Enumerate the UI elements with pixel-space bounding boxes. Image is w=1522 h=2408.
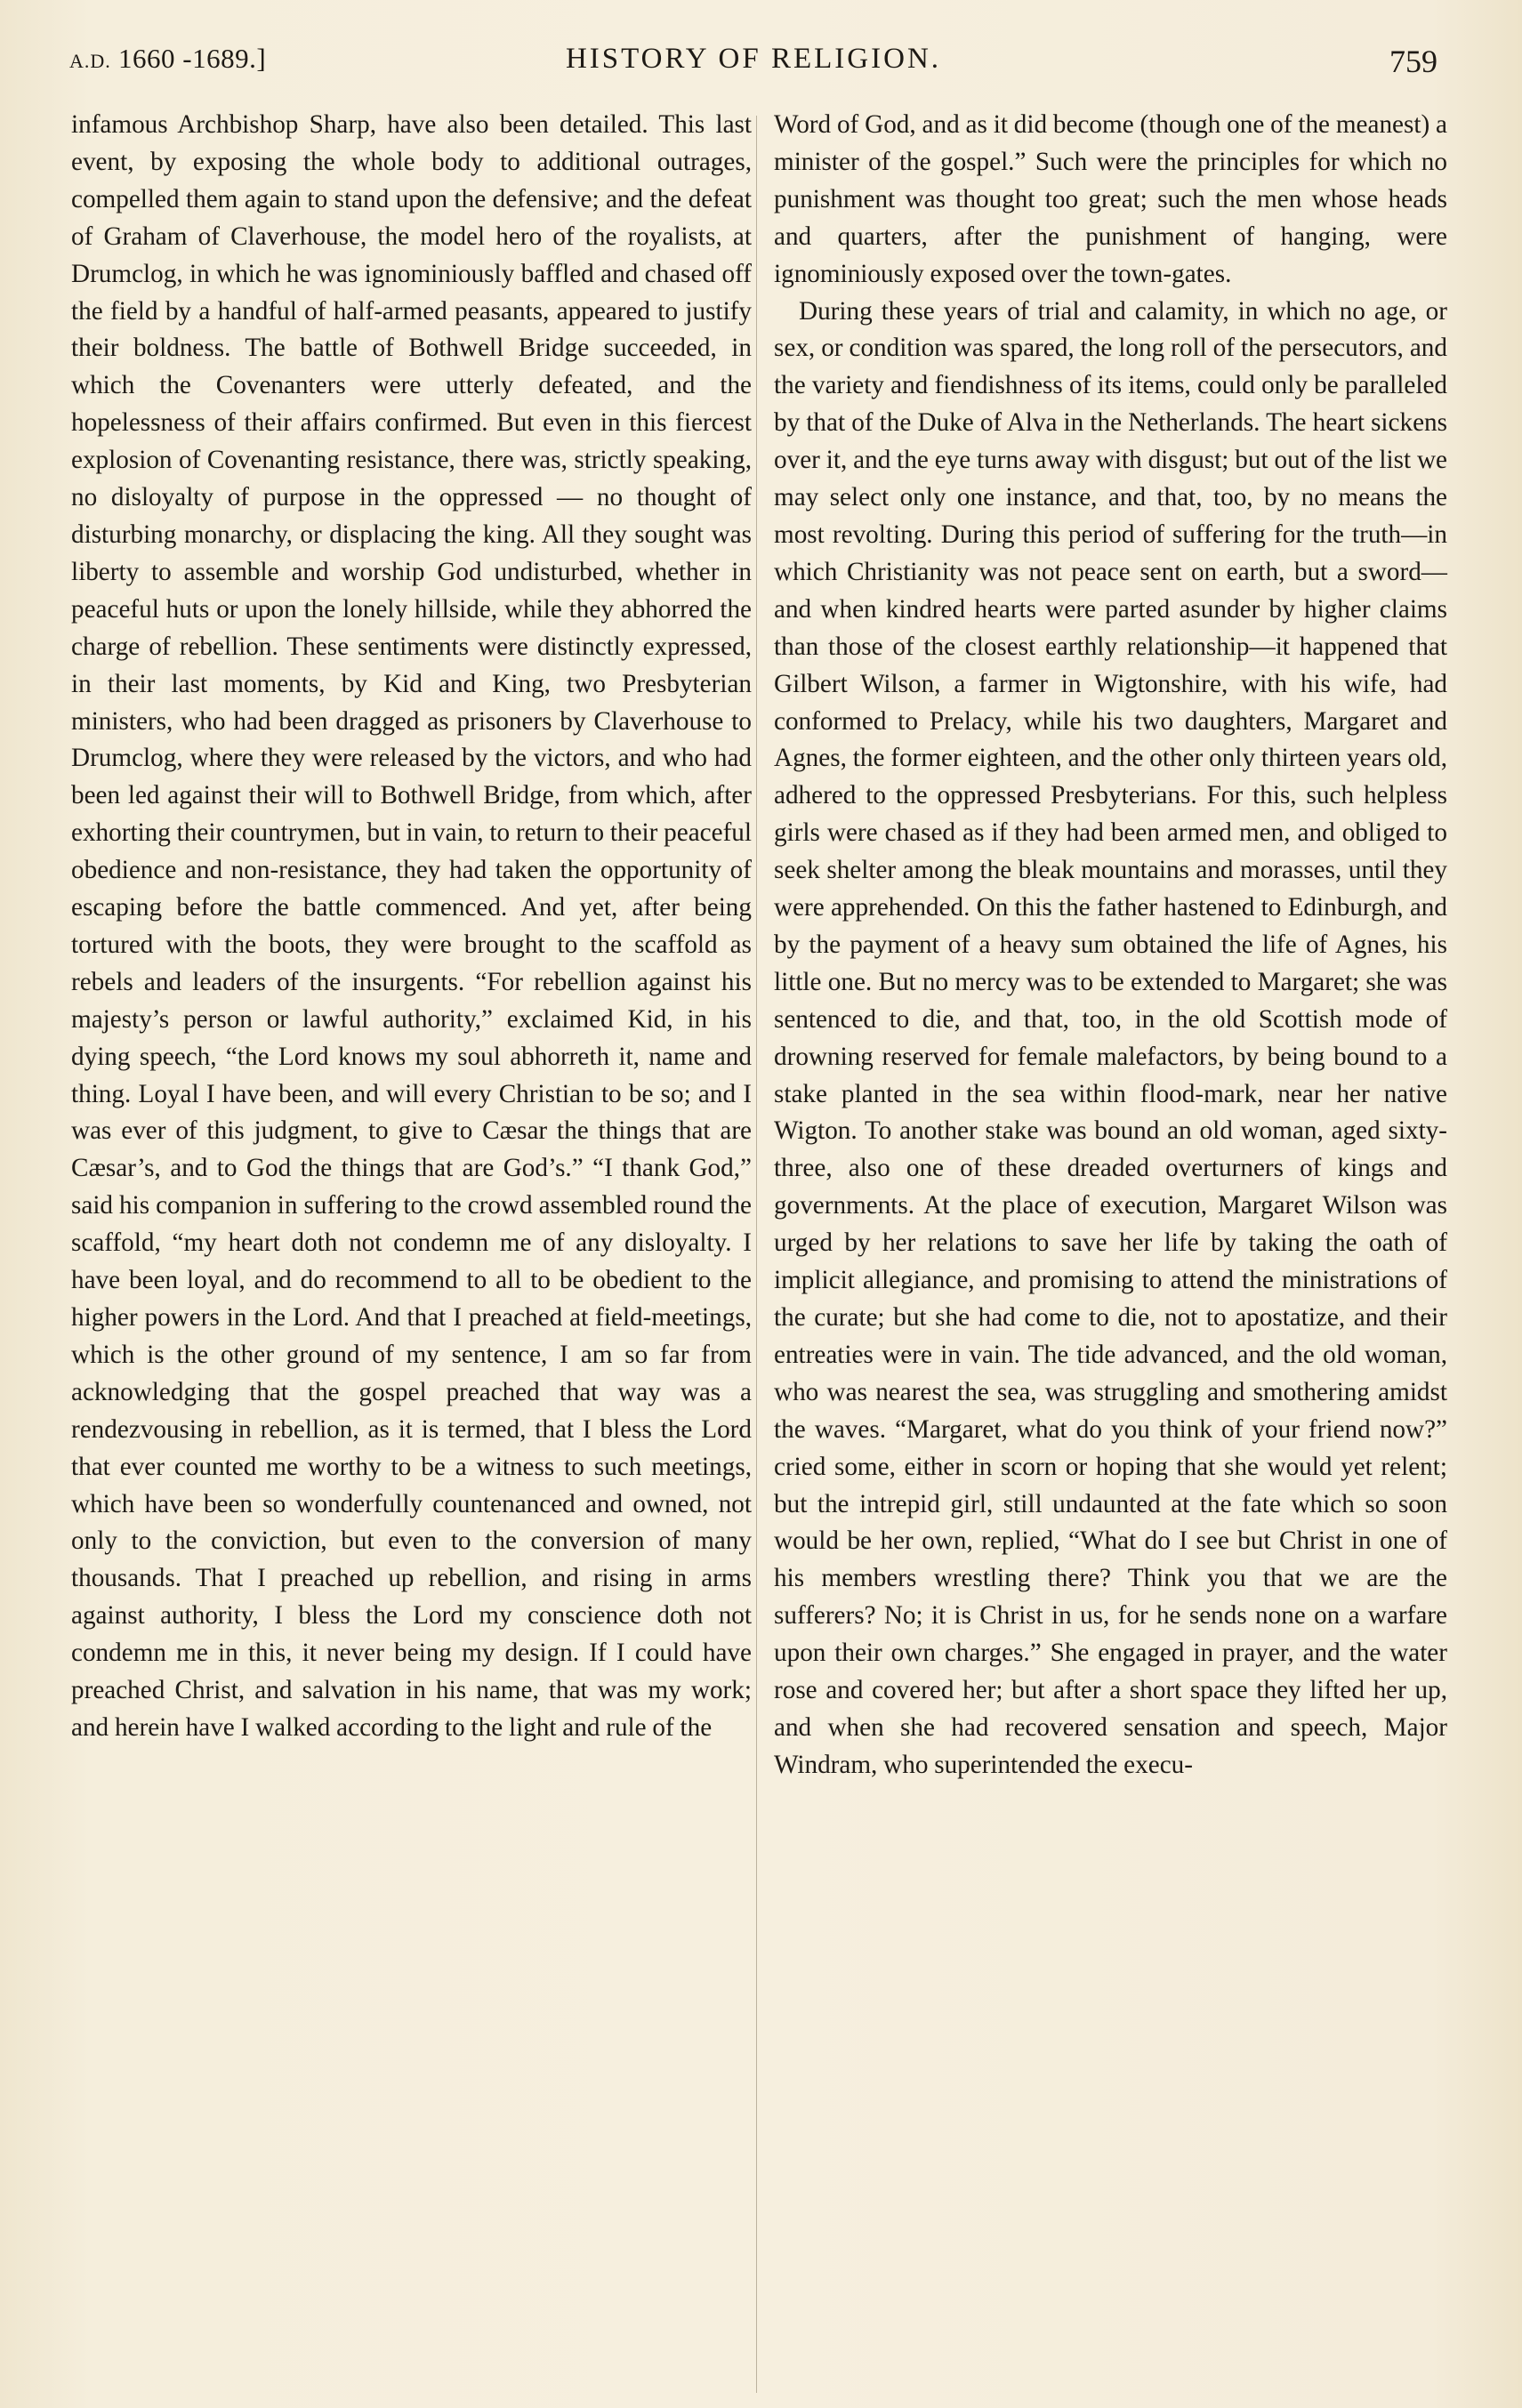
right-column xyxy=(774,107,1447,1784)
right-paragraph-1: Word of God, and as it did become (though one of the meanest) a minister of the gospel.” Such were the principles for which no punishment was thought too great; such the men whose heads and quarters, after the punishment of hanging, were ignominiously exposed over the town-gates. xyxy=(774,110,1447,288)
left-column xyxy=(71,107,752,1747)
page-number: 759 xyxy=(1389,44,1437,79)
header-years: 1660 -1689.] xyxy=(118,43,267,74)
left-paragraph-1: infamous Archbishop Sharp, have also been detailed. This last event, by exposing the whole body to additional outrages, compelled them again to stand upon the defensive; and the defeat of Graham of Claverhouse, the model hero of the royalists, at Drumclog, in which he was ignominiously baffled and chased off the field by a handful of half-armed peasants, appeared to justify their boldness. The battle of Bothwell Bridge succeeded, in which the Covenanters were utterly defeated, and the hopelessness of their affairs confirmed. But even in this fiercest explosion of Covenanting resistance, there was, strictly speaking, no disloyalty of purpose in the oppressed — no thought of disturbing monarchy, or displacing the king. All they sought was liberty to assemble and worship God undisturbed, whether in peaceful huts or upon the lonely hillside, while they abhorred the charge of rebellion. These sentiments were distinctly expressed, in their last moments, by Kid and King, two Presbyterian ministers, who had been dragged as prisoners by Claverhouse to Drumclog, where they were released by the victors, and who had been led against their will to Bothwell Bridge, from which, after exhorting their countrymen, but in vain, to return to their peaceful obedience and non-resistance, they had taken the opportunity of escaping before the battle commenced. And yet, after being tortured with the boots, they were brought to the scaffold as rebels and leaders of the insurgents. “For rebellion against his majesty’s person or lawful authority,” exclaimed Kid, in his dying speech, “the Lord knows my soul abhorreth it, name and thing. Loyal I have been, and will every Christian to be so; and I was ever of this judgment, to give to Cæsar the things that are Cæsar’s, and to God the things that are God’s.” “I thank God,” said his companion in suffering to the crowd assembled round the scaffold, “my heart doth not condemn me of any disloyalty. I have been loyal, and do recommend to all to be obedient to the higher powers in the Lord. And that I preached at field-meetings, which is the other ground of my sentence, I am so far from acknowledging that the gospel preached that way was a rendezvousing in rebellion, as it is termed, that I bless the Lord that ever counted me worthy to be a witness to such meetings, which have been so wonderfully countenanced and owned, not only to the conviction, but even to the conversion of many thousands. That I preached up rebellion, and rising in arms against authority, I bless the Lord my conscience doth not condemn me in this, it never being my design. If I could have preached Christ, and salvation in his name, that was my work; and herein have I walked according to the light and rule of the xyxy=(71,110,752,1742)
right-paragraph-2: During these years of trial and calamity, in which no age, or sex, or condition was spared, the long roll of the persecutors, and the variety and fiendishness of its items, could only be paralleled by that of the Duke of Alva in the Netherlands. The heart sickens over it, and the eye turns away with disgust; but out of the list we may select only one instance, and that, too, by no means the most revolting. During this period of suffering for the truth—in which Christianity was not peace sent on earth, but a sword—and when kindred hearts were parted asunder by higher claims than those of the closest earthly relationship—it happened that Gilbert Wilson, a farmer in Wigtonshire, with his wife, had conformed to Prelacy, while his two daughters, Margaret and Agnes, the former eighteen, and the other only thirteen years old, adhered to the oppressed Presbyterians. For this, such helpless girls were chased as if they had been armed men, and obliged to seek shelter among the bleak mountains and morasses, until they were apprehended. On this the father hastened to Edinburgh, and by the payment of a heavy sum obtained the life of Agnes, his little one. But no mercy was to be extended to Margaret; she was sentenced to die, and that, too, in the old Scottish mode of drowning reserved for female malefactors, by being bound to a stake planted in the sea within flood-mark, near her native Wigton. To another stake was bound an old woman, aged sixty-three, also one of these dreaded overturners of kings and governments. At the place of execution, Margaret Wilson was urged by her relations to save her life by taking the oath of implicit allegiance, and promising to attend the ministrations of the curate; but she had come to die, not to apostatize, and their entreaties were in vain. The tide advanced, and the old woman, who was nearest the sea, was struggling and smothering amidst the waves. “Margaret, what do you think of your friend now?” cried some, either in scorn or hoping that she would yet relent; but the intrepid girl, still undaunted at the fate which so soon would be her own, replied, “What do I see but Christ in one of his members wrestling there? Think you that we are the sufferers? No; it is Christ in us, for he sends none on a warfare upon their own charges.” She engaged in prayer, and the water rose and covered her; but after a short space they lifted her up, and when she had recovered sensation and speech, Major Windram, who superintended the execu- xyxy=(774,296,1447,1779)
header-era: A.D. xyxy=(69,50,111,72)
running-head xyxy=(69,39,1437,84)
column-divider xyxy=(756,116,757,2393)
header-title: HISTORY OF RELIGION. xyxy=(565,43,942,75)
